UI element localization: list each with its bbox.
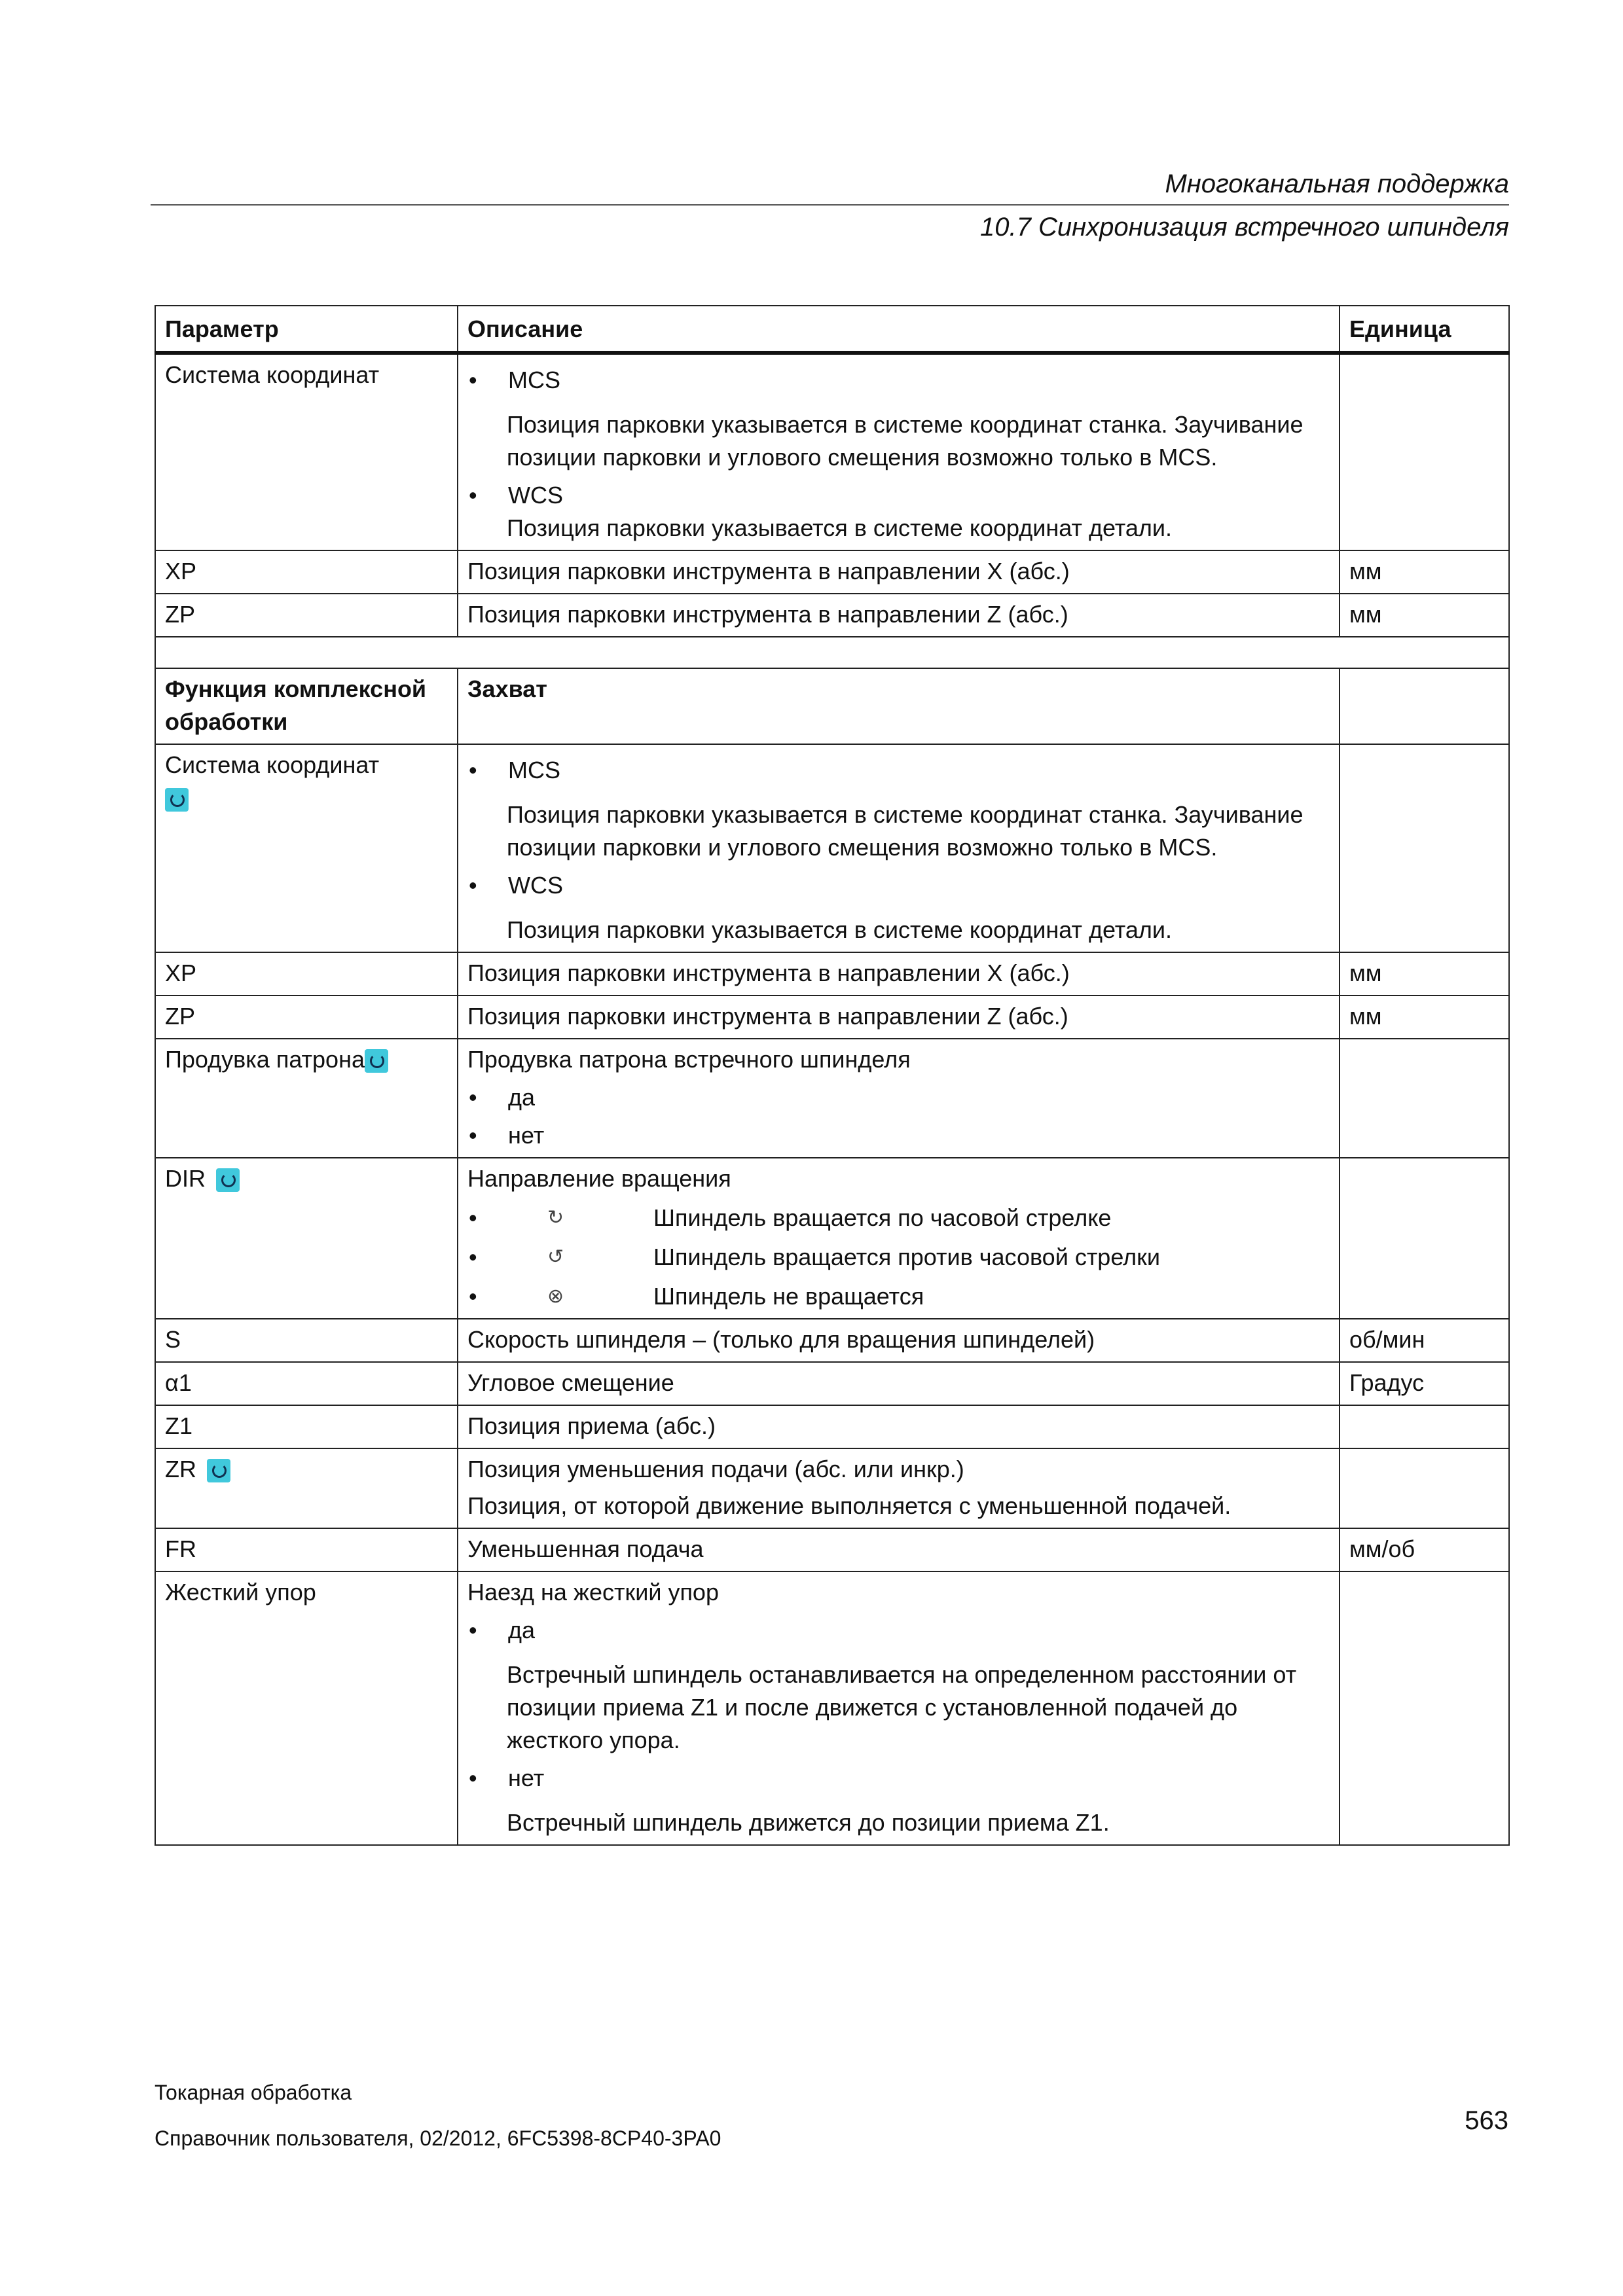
unit-cell: мм [1340,594,1509,637]
bullet-icon: • [469,1765,477,1791]
list-item: • нет [467,1119,1330,1152]
table-row [155,1405,1509,1448]
param-cell: Жесткий упор [155,1571,458,1845]
table-row [155,668,1509,744]
param-cell: XP [155,952,458,996]
bullet-icon: • [469,1283,477,1310]
unit-cell [1340,1039,1509,1158]
unit-cell: Градус [1340,1362,1509,1405]
list-item: • WCS [467,869,1330,902]
option-note: Позиция парковки указывается в системе координат станка. Заучивание позиции парковки и углового смещения возможно только в MCS. [507,801,1304,861]
description-cell: Позиция парковки инструмента в направлении X (абс.) [458,952,1340,996]
unit-cell [1340,1405,1509,1448]
list-item: • да [467,1081,1330,1114]
param-cell: Z1 [155,1405,458,1448]
page-footer [155,2070,721,2161]
description-cell: Позиция парковки инструмента в направлении Z (абс.) [458,594,1340,637]
unit-cell [1340,1448,1509,1528]
table-row [155,996,1509,1039]
page-number: 563 [1465,2106,1508,2135]
header-param: Параметр [155,306,458,353]
table-row [155,744,1509,952]
option-note: Встречный шпиндель останавливается на определенном расстоянии от позиции приема Z1 и после движется с установленной подачей до жесткого упора. [507,1661,1297,1753]
bullet-icon: • [469,482,477,509]
header-rule [151,204,1509,206]
table-row [155,353,1509,550]
list-item: • ⊗ Шпиндель не вращается [467,1280,1330,1313]
toggle-select-icon[interactable] [207,1459,230,1482]
unit-cell [1340,744,1509,952]
list-item: • MCS [467,754,1330,787]
option-note: Позиция парковки указывается в системе координат детали. [507,514,1172,541]
table-row [155,952,1509,996]
section-description-cell: Захват [458,668,1340,744]
param-cell: DIR [155,1158,458,1319]
bullet-icon: • [469,367,477,393]
description-cell [458,353,1340,550]
param-cell: XP [155,550,458,594]
param-cell: FR [155,1528,458,1571]
description-cell: Направление вращения • ↻ Шпиндель вращается по часовой стрелке • ↺ Шпиндель вращается против часовой стрелки • ⊗ Шпиндель не вращается [458,1158,1340,1319]
description-cell: Позиция уменьшения подачи (абс. или инкр.) Позиция, от которой движение выполняется с уменьшенной подачей. [458,1448,1340,1528]
table-header-row [155,306,1509,353]
footer-title: Токарная обработка [155,2081,352,2104]
bullet-icon: • [469,872,477,899]
list-item: • нет [467,1762,1330,1795]
footer-manual-info: Справочник пользователя, 02/2012, 6FC5398-8CP40-3PA0 [155,2126,721,2150]
section-title: 10.7 Синхронизация встречного шпинделя [980,213,1509,242]
table-row [155,550,1509,594]
option-note: Позиция парковки указывается в системе координат станка. Заучивание позиции парковки и углового смещения возможно только в MCS. [507,411,1304,471]
bullet-icon: • [469,1617,477,1643]
toggle-select-icon[interactable] [365,1049,388,1073]
list-item: • ↻ Шпиндель вращается по часовой стрелке [467,1202,1330,1234]
param-cell: ZR [155,1448,458,1528]
unit-cell: мм [1340,550,1509,594]
header-description: Описание [458,306,1340,353]
description-cell: Угловое смещение [458,1362,1340,1405]
rotate-counterclockwise-icon: ↺ [547,1246,564,1268]
description-cell: Позиция парковки инструмента в направлении Z (абс.) [458,996,1340,1039]
param-cell: S [155,1319,458,1362]
table-row [155,594,1509,637]
toggle-select-icon[interactable] [165,788,189,812]
bullet-icon: • [469,757,477,783]
table-row [155,1448,1509,1528]
unit-cell: мм [1340,996,1509,1039]
table-row [155,1158,1509,1319]
spindle-stop-icon: ⊗ [547,1285,564,1307]
unit-cell: мм [1340,952,1509,996]
table-row [155,1362,1509,1405]
unit-cell [1340,1158,1509,1319]
description-cell: Позиция парковки инструмента в направлении X (абс.) [458,550,1340,594]
table-row [155,1528,1509,1571]
bullet-icon: • [469,1084,477,1111]
table-row [155,1571,1509,1845]
param-cell: ZP [155,996,458,1039]
rotate-clockwise-icon: ↻ [547,1207,564,1229]
bullet-icon: • [469,1204,477,1231]
description-cell: Скорость шпинделя – (только для вращения шпинделей) [458,1319,1340,1362]
description-cell: Позиция приема (абс.) [458,1405,1340,1448]
description-cell: Продувка патрона встречного шпинделя • да • нет [458,1039,1340,1158]
chapter-title: Многоканальная поддержка [1165,170,1509,198]
unit-cell [1340,668,1509,744]
description-cell: Наезд на жесткий упор • да Встречный шпиндель останавливается на определенном расстоянии от позиции приема Z1 и после движется с установленной подачей до жесткого упора. • нет Встречный шпиндель движется до позиции приема Z1. [458,1571,1340,1845]
section-title-cell: Функция комплексной обработки [155,668,458,744]
unit-cell: мм/об [1340,1528,1509,1571]
list-item: • MCS [467,364,1330,397]
param-cell: α1 [155,1362,458,1405]
description-cell: Уменьшенная подача [458,1528,1340,1571]
parameter-table [155,305,1510,1846]
list-item: • WCS [467,479,1330,512]
description-cell [458,744,1340,952]
option-note: Встречный шпиндель движется до позиции приема Z1. [507,1809,1110,1836]
param-cell: Система координат [155,744,458,952]
option-note: Позиция парковки указывается в системе координат детали. [507,916,1172,943]
list-item: • ↺ Шпиндель вращается против часовой стрелки [467,1241,1330,1274]
bullet-icon: • [469,1122,477,1149]
list-item: • да [467,1614,1330,1647]
param-cell: Продувка патрона [155,1039,458,1158]
unit-cell: об/мин [1340,1319,1509,1362]
page-header [151,165,1509,246]
param-cell: ZP [155,594,458,637]
header-unit: Единица [1340,306,1509,353]
bullet-icon: • [469,1244,477,1270]
table-row [155,1319,1509,1362]
spacer-cell [155,637,1509,668]
unit-cell [1340,353,1509,550]
unit-cell [1340,1571,1509,1845]
table-row [155,1039,1509,1158]
spacer-row [155,637,1509,668]
toggle-select-icon[interactable] [216,1168,240,1192]
param-cell: Система координат [155,353,458,550]
